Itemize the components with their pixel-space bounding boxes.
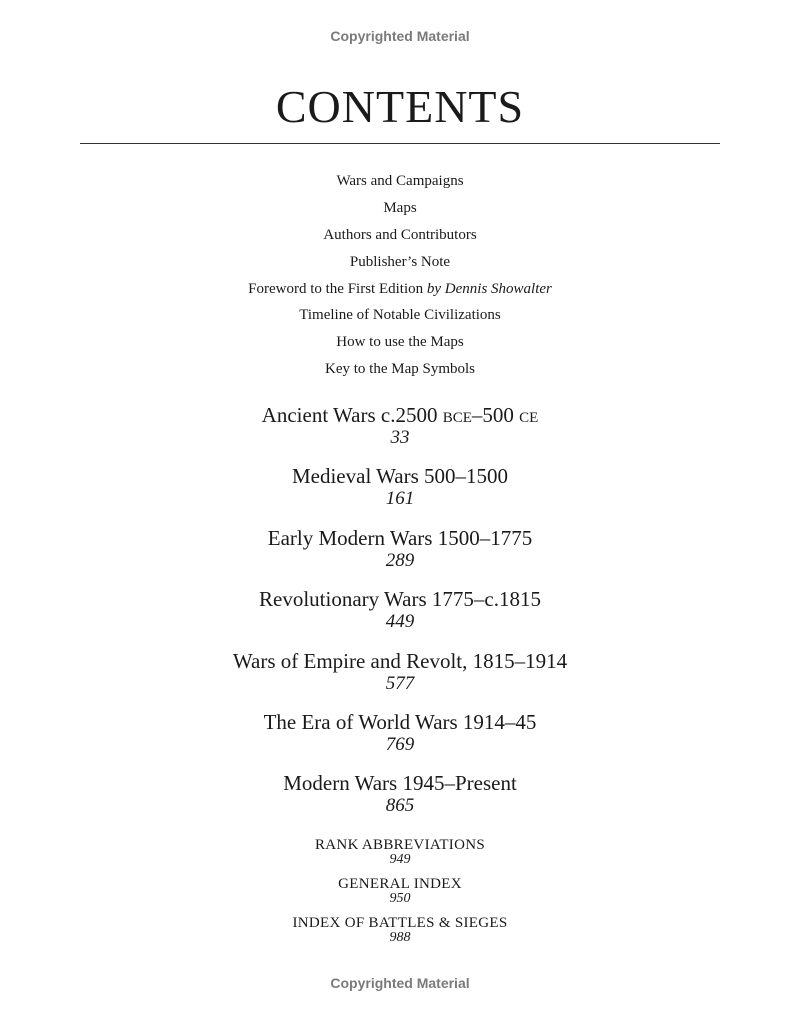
part-title: Revolutionary Wars 1775–c.1815 bbox=[259, 587, 541, 612]
part-title: Modern Wars 1945–Present bbox=[283, 771, 517, 796]
toc-entry-battles-index[interactable] bbox=[0, 914, 800, 953]
part-page-number: 289 bbox=[385, 549, 415, 571]
toc-entry-map-key[interactable]: Key to the Map Symbols bbox=[325, 361, 475, 378]
toc-entry-maps[interactable]: Maps bbox=[383, 199, 417, 216]
back-matter-page-number: 988 bbox=[389, 930, 411, 945]
toc-part-early-modern-wars[interactable] bbox=[0, 525, 800, 586]
part-page-number: 161 bbox=[385, 488, 415, 510]
page-title: CONTENTS bbox=[275, 81, 525, 132]
toc-part-revolutionary-wars[interactable] bbox=[0, 586, 800, 647]
back-matter-title: INDEX OF BATTLES & SIEGES bbox=[292, 915, 508, 931]
parts-list bbox=[0, 402, 800, 832]
part-title: Medieval Wars 500–1500 bbox=[291, 464, 509, 489]
toc-part-wars-of-empire[interactable] bbox=[0, 648, 800, 709]
back-matter-page-number: 949 bbox=[389, 852, 411, 867]
front-matter-list bbox=[0, 170, 800, 385]
part-page-number: 33 bbox=[390, 427, 410, 448]
part-page-number: 769 bbox=[385, 733, 415, 755]
era-ce: ce bbox=[519, 403, 539, 427]
toc-entry-general-index[interactable] bbox=[0, 875, 800, 914]
toc-part-world-wars[interactable] bbox=[0, 709, 800, 770]
toc-entry-rank-abbreviations[interactable] bbox=[0, 836, 800, 875]
toc-part-ancient-wars[interactable] bbox=[0, 402, 800, 463]
toc-entry-wars-and-campaigns[interactable]: Wars and Campaigns bbox=[336, 173, 464, 189]
foreword-label: Foreword to the First Edition bbox=[248, 280, 424, 297]
title-divider bbox=[80, 143, 720, 144]
era-bce: bce bbox=[442, 403, 472, 427]
toc-entry-publishers-note[interactable]: Publisher’s Note bbox=[349, 253, 451, 270]
toc-part-modern-wars[interactable] bbox=[0, 770, 800, 831]
copyright-watermark-top: Copyrighted Material bbox=[330, 28, 470, 44]
toc-entry-authors[interactable]: Authors and Contributors bbox=[323, 226, 477, 243]
part-title: Early Modern Wars 1500–1775 bbox=[267, 525, 533, 550]
toc-entry-how-to-use-maps[interactable]: How to use the Maps bbox=[336, 334, 464, 351]
back-matter-title: RANK ABBREVIATIONS bbox=[315, 837, 485, 853]
part-title: Wars of Empire and Revolt, 1815–1914 bbox=[232, 648, 568, 673]
toc-entry-timeline[interactable]: Timeline of Notable Civilizations bbox=[299, 307, 501, 324]
part-page-number: 577 bbox=[385, 672, 415, 694]
back-matter-page-number: 950 bbox=[389, 891, 411, 906]
part-page-number: 449 bbox=[385, 611, 415, 633]
part-title: The Era of World Wars 1914–45 bbox=[263, 709, 537, 734]
foreword-byline: by Dennis Showalter bbox=[426, 280, 552, 297]
back-matter-title: GENERAL INDEX bbox=[338, 876, 462, 892]
toc-part-medieval-wars[interactable] bbox=[0, 463, 800, 524]
part-page-number: 865 bbox=[385, 795, 415, 817]
toc-entry-foreword[interactable] bbox=[0, 278, 800, 305]
copyright-watermark-bottom: Copyrighted Material bbox=[330, 975, 470, 991]
part-title: Ancient Wars c.2500 bce–500 ce bbox=[261, 403, 539, 427]
back-matter-list bbox=[0, 836, 800, 953]
